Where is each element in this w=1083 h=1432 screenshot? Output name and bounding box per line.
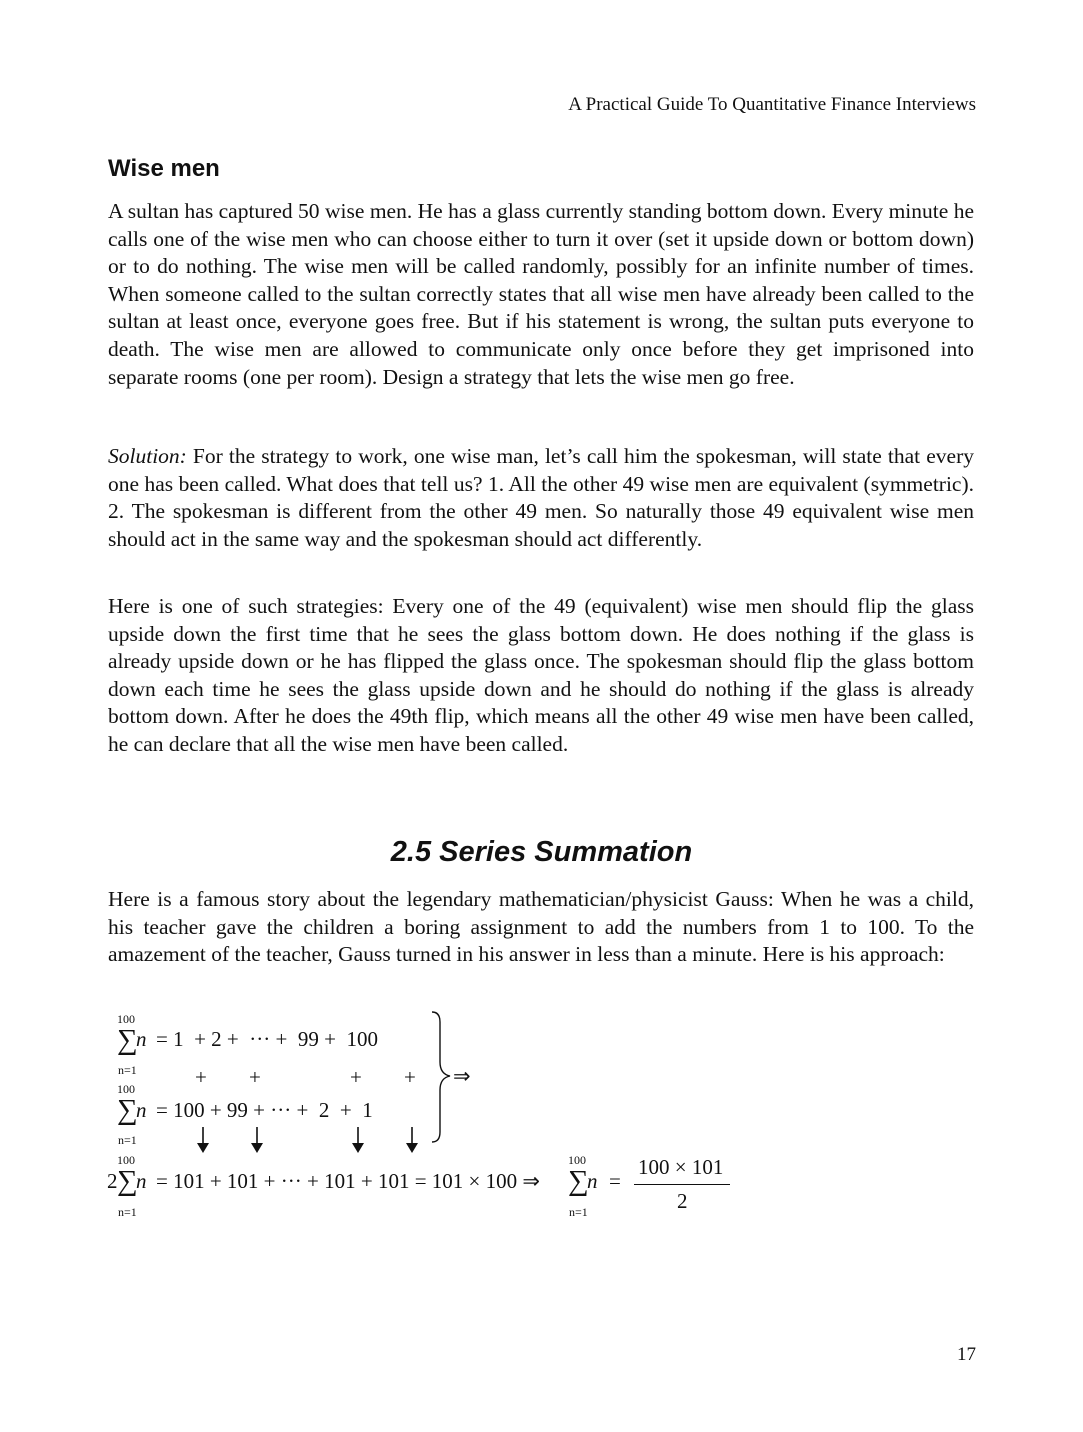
running-header: A Practical Guide To Quantitative Finance Interviews [568, 94, 976, 115]
row2-expression: = 100 + 99 + ··· + 2 + 1 [156, 1098, 373, 1122]
series-summation-heading: 2.5 Series Summation [390, 836, 693, 868]
wise-men-heading: Wise men [108, 155, 220, 182]
plus-3: + [350, 1065, 362, 1089]
row3-expression: = 101 + 101 + ··· + 101 + 101 = 101 × 100 ⇒ [156, 1169, 540, 1193]
row3-factor-two: 2 [107, 1169, 118, 1193]
row1-sigma: ∑ [117, 1024, 138, 1056]
solution-label: Solution: [108, 444, 187, 468]
fraction-denominator: 2 [677, 1189, 688, 1213]
implies-symbol: ⇒ [453, 1064, 471, 1088]
row3-var: n [136, 1169, 147, 1193]
down-arrow-icon [404, 1125, 420, 1155]
solution-text: For the strategy to work, one wise man, let’s call him the spokesman, will state that every one has been called. What does that tell us? 1. All the other 49 wise men are equivalent (symmetric). 2. The spokesman is different from the other 49 men. So naturally those 49 equivalent wise men should act in the same way and the spokesman should act differently. [108, 444, 974, 551]
row1-expression: = 1 + 2 + ··· + 99 + 100 [156, 1027, 378, 1051]
fraction-bar [634, 1184, 730, 1185]
row2-lower-limit: n=1 [118, 1133, 137, 1147]
result-upper-limit: 100 [568, 1153, 586, 1167]
plus-2: + [249, 1065, 261, 1089]
page-number: 17 [957, 1344, 976, 1365]
result-equals: = [609, 1169, 621, 1193]
wise-men-problem: A sultan has captured 50 wise men. He has a glass currently standing bottom down. Every minute he calls one of the wise men who can choose either to turn it over (set it upside down or bottom down) or to do nothing. The wise men will be called randomly, possibly for an infinite number of times. When someone called to the sultan correctly states that all wise men have already been called to the sultan at least once, everyone goes free. But if his statement is wrong, the sultan puts everyone to death. The wise men are allowed to communicate only once before they get imprisoned into separate rooms (one per room). Design a strategy that lets the wise men go free. [108, 199, 974, 389]
row3-upper-limit: 100 [117, 1153, 135, 1167]
fraction-numerator: 100 × 101 [638, 1155, 724, 1179]
row2-upper-limit: 100 [117, 1082, 135, 1096]
plus-1: + [195, 1065, 207, 1089]
down-arrow-icon [249, 1125, 265, 1155]
wise-men-solution [108, 443, 974, 553]
row3-sigma: ∑ [117, 1165, 138, 1197]
row2-var: n [136, 1098, 147, 1122]
row1-upper-limit: 100 [117, 1012, 135, 1026]
down-arrow-icon [350, 1125, 366, 1155]
row2-sigma: ∑ [117, 1094, 138, 1126]
down-arrow-icon [195, 1125, 211, 1155]
result-lower-limit: n=1 [569, 1205, 588, 1219]
row1-var: n [136, 1027, 147, 1051]
gauss-intro: Here is a famous story about the legendary mathematician/physicist Gauss: When he was a child, his teacher gave the children a boring assignment to add the numbers from 1 to 100. To the amazement of the teacher, Gauss turned in his answer in less than a minute. Here is his approach: [108, 887, 974, 967]
row1-lower-limit: n=1 [118, 1063, 137, 1077]
plus-4: + [404, 1065, 416, 1089]
result-sigma: ∑ [568, 1165, 589, 1197]
row3-lower-limit: n=1 [118, 1205, 137, 1219]
wise-men-strategy: Here is one of such strategies: Every one of the 49 (equivalent) wise men should flip the glass upside down the first time that he sees the glass bottom down. He does nothing if the glass is already upside down or he has flipped the glass once. The spokesman should flip the glass bottom down each time he sees the glass upside down and he should do nothing if the glass is already bottom down. After he does the 49th flip, which means all the other 49 wise men have been called, he can declare that all the wise men have been called. [108, 594, 974, 756]
result-var: n [587, 1169, 598, 1193]
